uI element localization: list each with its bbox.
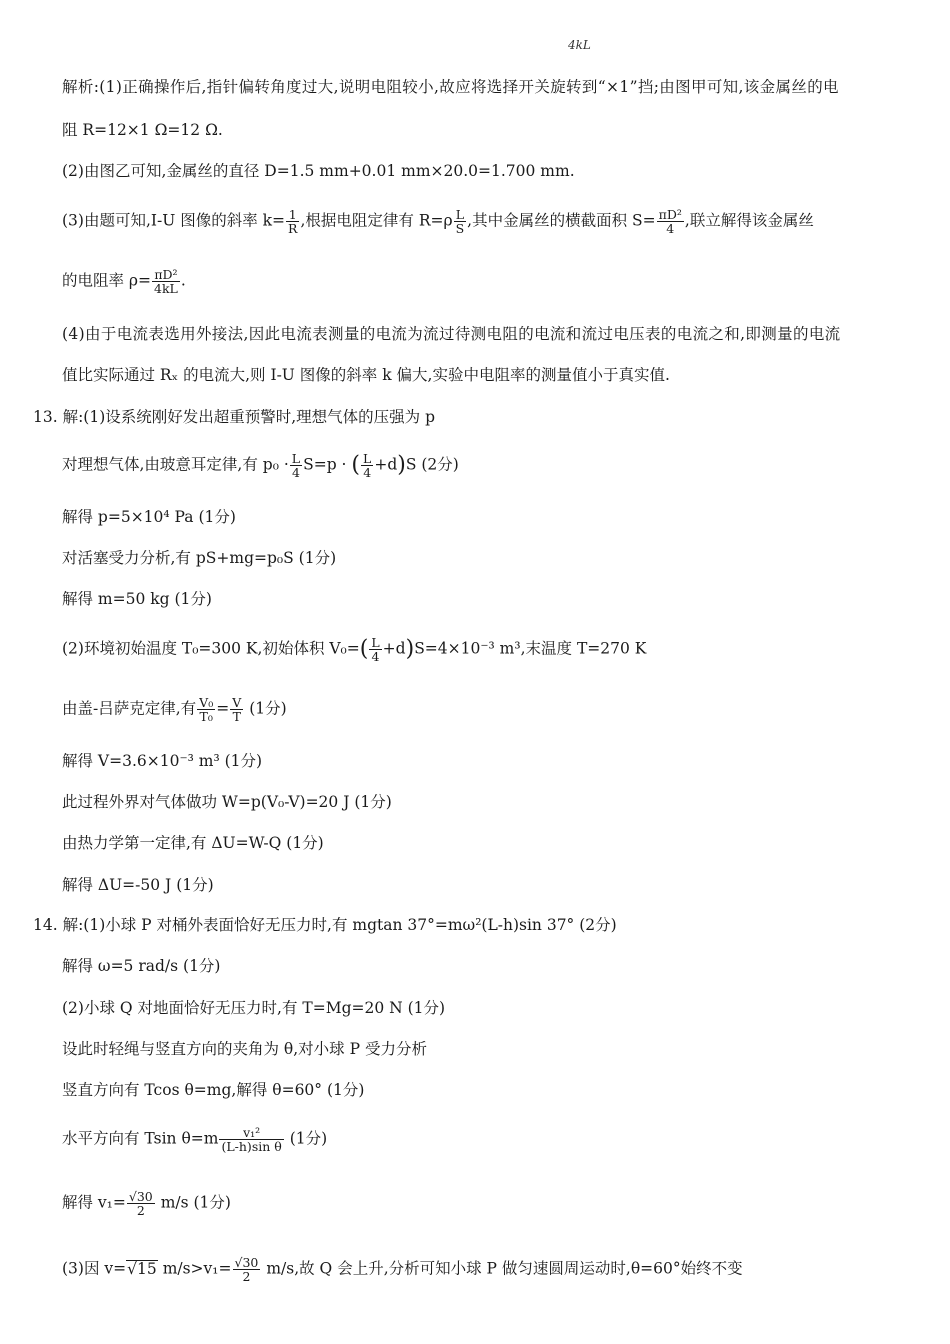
- q13-line-boyle: 对理想气体,由玻意耳定律,有 p₀ · $\frac{L}{4}$ S=p · ( $\frac{L}{4}$ +d)S (2分): [62, 451, 459, 481]
- analysis-line-3: (2)由图乙可知,金属丝的直径 D=1.5 mm+0.01 mm×20.0=1.700 mm.: [62, 162, 575, 180]
- fraction-L-over-4-b: $\frac{L}{4}$: [363, 451, 372, 481]
- fraction-1-over-R: $\frac{1}{R}$: [288, 207, 298, 237]
- fraction-L-over-4: $\frac{L}{4}$: [291, 451, 301, 481]
- q13-line-deltaU: 解得 ΔU=-50 J (1分): [62, 876, 214, 894]
- analysis-line-1: 解析:(1)正确操作后,指针偏转角度过大,说明电阻较小,故应将选择开关旋转到“×1”挡;由图甲可知,该金属丝的电: [62, 78, 839, 96]
- q13-line-mass: 解得 m=50 kg (1分): [62, 590, 212, 608]
- q14-line-omega: 解得 ω=5 rad/s (1分): [62, 957, 221, 975]
- q14-heading: 14. 解:(1)小球 P 对桶外表面恰好无压力时,有 mgtan 37°=mω²(L-h)sin 37° (2分): [33, 916, 617, 934]
- fraction-resistivity: $\frac{\text{πD²}}{4kL}$: [154, 267, 178, 297]
- q13-line-firstlaw: 由热力学第一定律,有 ΔU=W-Q (1分): [62, 834, 324, 852]
- fraction-centripetal: $\frac{\text{v₁²}}{\text{(L-h)sin θ}}$: [221, 1125, 282, 1155]
- analysis-line-6: (4)由于电流表选用外接法,因此电流表测量的电流为流过待测电阻的电流和流过电压表的电流之和,即测量的电流: [62, 325, 841, 343]
- q13-line-piston: 对活塞受力分析,有 pS+mg=p₀S (1分): [62, 549, 337, 567]
- q14-line-speed: 解得 v₁= $\frac{√30}{2}$ m/s (1分): [62, 1189, 231, 1219]
- q14-line-angle-setup: 设此时轻绳与竖直方向的夹角为 θ,对小球 P 受力分析: [62, 1040, 427, 1058]
- analysis-line-7: 值比实际通过 Rₓ 的电流大,则 I-U 图像的斜率 k 偏大,实验中电阻率的测量值小于真实值.: [62, 366, 670, 384]
- cropped-fraction-fragment: 4kL: [568, 38, 591, 52]
- analysis-line-2: 阻 R=12×1 Ω=12 Ω.: [62, 121, 223, 139]
- q13-line-gaylussac: 由盖-吕萨克定律,有 $\frac{\text{V₀}}{\text{T₀}}$ = $\frac{V}{T}$ (1分): [62, 695, 287, 725]
- analysis-line-4: (3)由题可知,I-U 图像的斜率 k= $\frac{1}{R}$ ,根据电阻定律有 R=ρ $\frac{L}{S}$ ,其中金属丝的横截面积 S= $\frac{\text{πD²}}{4}$ ,联立解得该金属丝: [62, 207, 814, 237]
- analysis-line-5: 的电阻率 ρ= $\frac{\text{πD²}}{4kL}$ .: [62, 267, 186, 297]
- fraction-V0-over-T0: $\frac{\text{V₀}}{\text{T₀}}$: [199, 695, 214, 725]
- sqrt-15: √15: [127, 1259, 157, 1278]
- fraction-L-over-S: $\frac{L}{S}$: [455, 207, 465, 237]
- q13-heading: 13. 解:(1)设系统刚好发出超重预警时,理想气体的压强为 p: [33, 408, 436, 426]
- q14-line-vertical: 竖直方向有 Tcos θ=mg,解得 θ=60° (1分): [62, 1081, 365, 1099]
- q14-line-tension: (2)小球 Q 对地面恰好无压力时,有 T=Mg=20 N (1分): [62, 999, 446, 1017]
- fraction-sqrt30-over-2-b: $\frac{√30}{2}$: [234, 1255, 259, 1285]
- fraction-V-over-T: $\frac{V}{T}$: [232, 695, 242, 725]
- q14-line-part3: (3)因 v=√15 m/s>v₁= $\frac{√30}{2}$ m/s,故 Q 会上升,分析可知小球 P 做匀速圆周运动时,θ=60°始终不变: [62, 1255, 743, 1285]
- q13-line-initial: (2)环境初始温度 T₀=300 K,初始体积 V₀=( $\frac{L}{4}$ +d)S=4×10⁻³ m³,末温度 T=270 K: [62, 635, 647, 665]
- fraction-sqrt30-over-2: $\frac{√30}{2}$: [128, 1189, 153, 1219]
- q13-line-work: 此过程外界对气体做功 W=p(V₀-V)=20 J (1分): [62, 793, 392, 811]
- q13-line-volume: 解得 V=3.6×10⁻³ m³ (1分): [62, 752, 263, 770]
- fraction-L-over-4-c: $\frac{L}{4}$: [371, 635, 380, 665]
- fraction-piD2-over-4: $\frac{\text{πD²}}{4}$: [658, 207, 682, 237]
- q14-line-horizontal: 水平方向有 Tsin θ=m $\frac{\text{v₁²}}{\text{(L-h)sin θ}}$ (1分): [62, 1125, 328, 1155]
- q13-line-pressure: 解得 p=5×10⁴ Pa (1分): [62, 508, 236, 526]
